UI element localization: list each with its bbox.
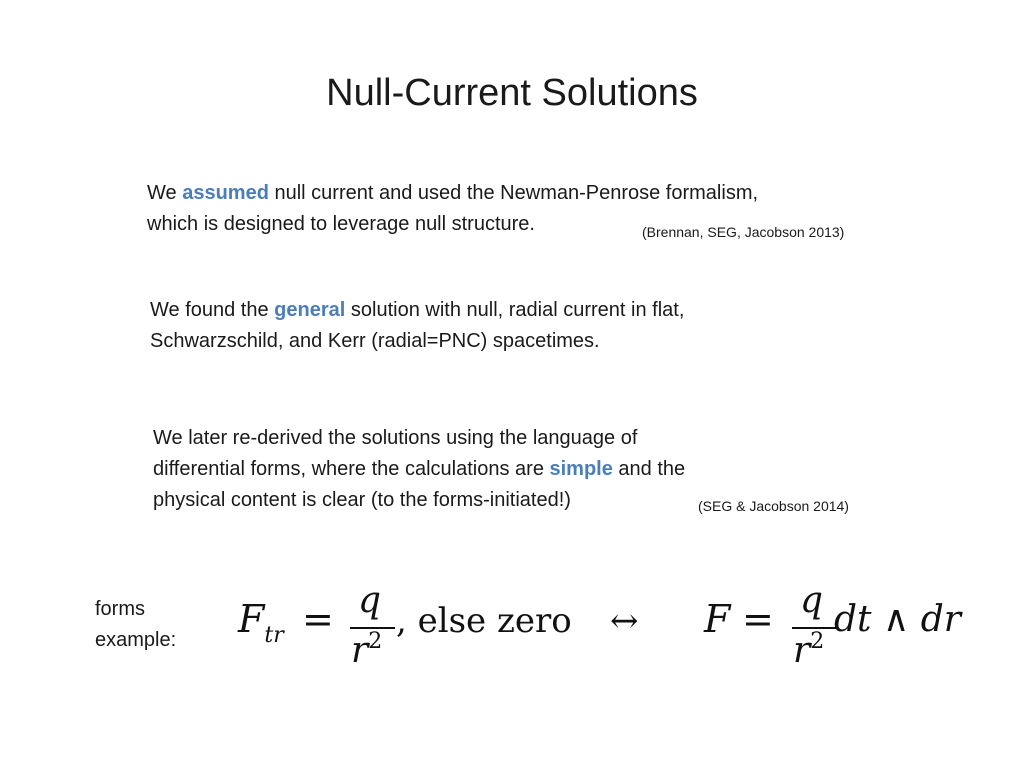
citation-2013: (Brennan, SEG, Jacobson 2013) [642, 224, 845, 240]
text-segment: solution with null, radial current in flat, [345, 299, 685, 321]
eq-denominator-base: r [793, 630, 811, 671]
paragraph-forms [153, 423, 685, 516]
paragraph-line [153, 454, 685, 485]
eq-denominator [793, 630, 824, 671]
eq-equals: = [302, 597, 334, 641]
paragraph-line: which is designed to leverage null structure. [147, 213, 535, 235]
eq-tail: dt ∧ dr [834, 599, 962, 640]
paragraph-line: Schwarzschild, and Kerr (radial=PNC) spacetimes. [150, 330, 600, 352]
eq-numerator: q [800, 580, 824, 621]
eq-equals: = [742, 597, 774, 641]
paragraph-line [147, 178, 758, 209]
citation-2014: (SEG & Jacobson 2014) [698, 498, 849, 514]
example-label [95, 594, 176, 656]
accent-word-general: general [274, 299, 346, 321]
paragraph-line: We later re-derived the solutions using the language of [153, 427, 638, 449]
example-label-line: example: [95, 629, 177, 651]
paragraph-line [150, 295, 684, 326]
paragraph-general [150, 295, 684, 357]
accent-word-simple: simple [549, 458, 613, 480]
paragraph-line: physical content is clear (to the forms-initiated!) [153, 489, 571, 511]
eq-exponent: 2 [810, 629, 825, 654]
eq-subscript: tr [264, 623, 284, 648]
eq-exponent: 2 [368, 629, 383, 654]
eq-numerator: q [358, 580, 382, 621]
eq-tail: , else zero [396, 601, 572, 641]
accent-word-assumed: assumed [182, 182, 269, 204]
eq-denominator [351, 630, 382, 671]
slide-title: Null-Current Solutions [326, 72, 698, 114]
text-segment: We found the [150, 299, 275, 321]
eq-symbol-text: F [238, 597, 265, 641]
eq-denominator-base: r [351, 630, 369, 671]
double-arrow-icon: ↔ [610, 601, 639, 641]
eq-symbol-F [238, 597, 284, 648]
eq-symbol-F: F [704, 597, 731, 641]
text-segment: null current and used the Newman-Penrose formalism, [268, 182, 759, 204]
text-segment: differential forms, where the calculations are [153, 458, 550, 480]
example-label-line: forms [95, 598, 145, 620]
text-segment: We [147, 182, 183, 204]
text-segment: and the [612, 458, 686, 480]
